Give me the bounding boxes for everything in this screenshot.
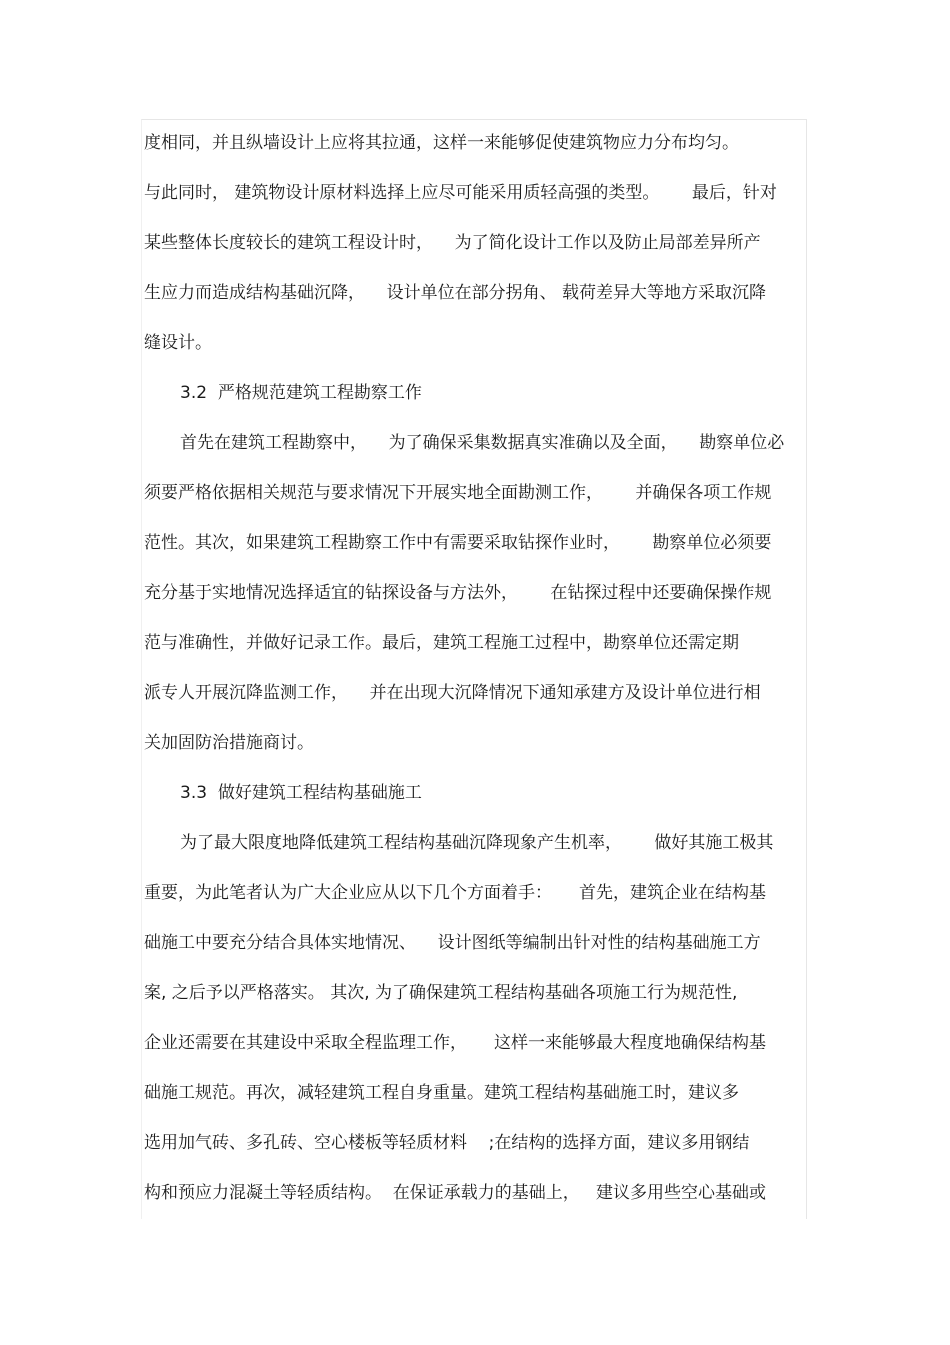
paragraph-line: 重要，为此笔者认为广大企业应从以下几个方面着手： 首先，建筑企业在结构基 xyxy=(144,883,767,903)
section-heading-3-3: 3.3 做好建筑工程结构基础施工 xyxy=(180,783,422,803)
paragraph-line: 为了最大限度地降低建筑工程结构基础沉降现象产生机率， 做好其施工极其 xyxy=(180,833,774,853)
paragraph-line: 生应力而造成结构基础沉降， 设计单位在部分拐角、 载荷差异大等地方采取沉降 xyxy=(144,283,767,303)
paragraph-line: 础施工规范。再次，减轻建筑工程自身重量。建筑工程结构基础施工时，建议多 xyxy=(144,1083,739,1103)
paragraph-line: 范性。其次，如果建筑工程勘察工作中有需要采取钻探作业时， 勘察单位必须要 xyxy=(144,533,772,553)
paragraph-line: 企业还需要在其建设中采取全程监理工作， 这样一来能够最大程度地确保结构基 xyxy=(144,1033,767,1053)
paragraph-line: 须要严格依据相关规范与要求情况下开展实地全面勘测工作， 并确保各项工作规 xyxy=(144,483,772,503)
paragraph-line: 范与准确性，并做好记录工作。最后，建筑工程施工过程中，勘察单位还需定期 xyxy=(144,633,739,653)
paragraph-line: 选用加气砖、多孔砖、空心楼板等轻质材料 ;在结构的选择方面，建议多用钢结 xyxy=(144,1133,750,1153)
paragraph-line: 关加固防治措施商讨。 xyxy=(144,733,314,753)
paragraph-line: 充分基于实地情况选择适宜的钻探设备与方法外， 在钻探过程中还要确保操作规 xyxy=(144,583,772,603)
paragraph-line: 缝设计。 xyxy=(144,333,212,353)
paragraph-line: 某些整体长度较长的建筑工程设计时， 为了简化设计工作以及防止局部差异所产 xyxy=(144,233,761,253)
paragraph-line: 度相同，并且纵墙设计上应将其拉通，这样一来能够促使建筑物应力分布均匀。 xyxy=(144,133,739,153)
paragraph-line: 与此同时， 建筑物设计原材料选择上应尽可能采用质轻高强的类型。 最后，针对 xyxy=(144,183,777,203)
paragraph-line: 派专人开展沉降监测工作， 并在出现大沉降情况下通知承建方及设计单位进行相 xyxy=(144,683,761,703)
paragraph-line: 案, 之后予以严格落实。 其次, 为了确保建筑工程结构基础各项施工行为规范性, xyxy=(144,983,738,1003)
section-heading-3-2: 3.2 严格规范建筑工程勘察工作 xyxy=(180,383,422,403)
paragraph-line: 础施工中要充分结合具体实地情况、 设计图纸等编制出针对性的结构基础施工方 xyxy=(144,933,761,953)
paragraph-line: 首先在建筑工程勘察中， 为了确保采集数据真实准确以及全面， 勘察单位必 xyxy=(180,433,785,453)
paragraph-line: 构和预应力混凝土等轻质结构。 在保证承载力的基础上， 建议多用些空心基础或 xyxy=(144,1183,767,1203)
